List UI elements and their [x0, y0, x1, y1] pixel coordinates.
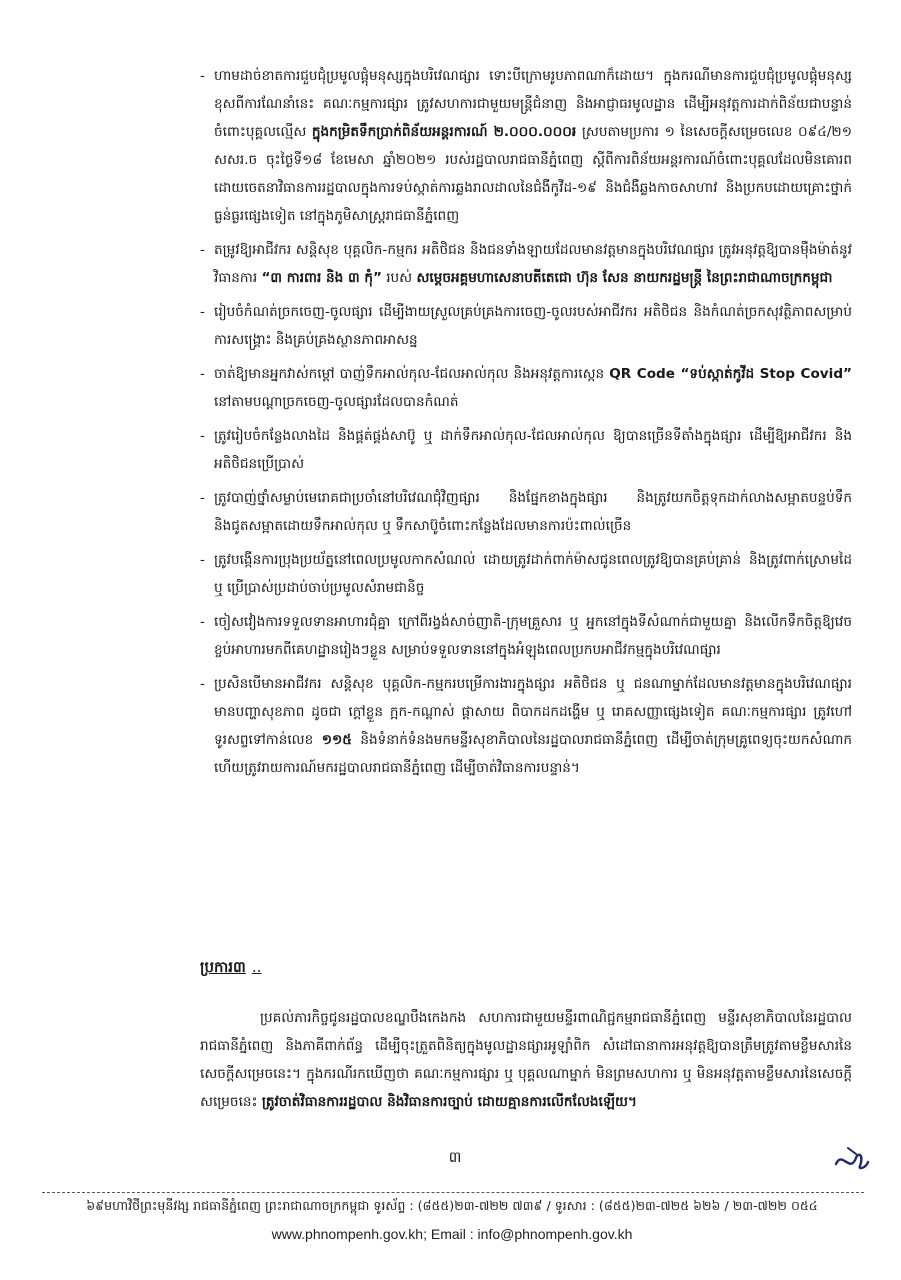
bullet-item — [200, 62, 852, 230]
emphasized-text: “៣ ការពារ និង ៣ កុំ” — [261, 270, 382, 286]
text-run: ប្រគល់ភារកិច្ចជូនរដ្ឋបាលខណ្ឌបឹងកេងកង សហការជាមួយមន្ទីរពាណិជ្ជកម្មរាជធានីភ្នំពេញ មន្ទីរសុខាភិបាលនៃរដ្ឋបាលរាជធានីភ្នំពេញ និងភាគីពាក់ព័ន្ធ ដើម្បីចុះត្រួតពិនិត្យក្នុងមូលដ្ឋានផ្សារអូឡាំពិក សំដៅធានាការអនុវត្តឱ្យបានត្រឹមត្រូវតាមខ្លឹមសារនៃសេចក្តីសម្រេចនេះ។ ក្នុងករណីរកឃើញថា គណៈកម្មការផ្សារ ឬ បុគ្គលណាម្នាក់ មិនព្រមសហការ ឬ មិនអនុវត្តតាមខ្លឹមសារនៃសេចក្តីសម្រេចនេះ — [200, 1009, 852, 1110]
emphasized-text: ត្រូវចាត់វិធានការរដ្ឋបាល និងវិធានការច្បាប់ ដោយគ្មានការលើកលែងឡើយ។ — [261, 1093, 637, 1110]
bullet-list — [200, 62, 852, 788]
bullet-item — [200, 608, 852, 664]
emphasized-text: ក្នុងកម្រិតទឹកប្រាក់ពិន័យអន្តរការណ៍ ២.០០០.០០០៛ — [311, 124, 577, 140]
handwritten-initial-icon — [830, 1140, 870, 1180]
text-run: ចៀសវៀងការទទួលទានអាហារជុំគ្នា ក្រៅពីរង្វង់សាច់ញាតិ-ក្រុមគ្រួសារ ឬ អ្នកនៅក្នុងទីសំណាក់ជាមួយគ្នា និងលើកទឹកចិត្តឱ្យវេចខ្ចប់អាហារមកពីគេហដ្ឋានរៀងៗខ្លួន សម្រាប់ទទួលទាននៅក្នុងអំឡុងពេលប្រកបអាជីវកម្មក្នុងបរិវេណផ្សារ — [214, 614, 852, 658]
text-run: រៀបចំកំណត់ច្រកចេញ-ចូលផ្សារ ដើម្បីងាយស្រួលគ្រប់គ្រងការចេញ-ចូលរបស់អាជីវករ អតិថិជន និងកំណត់ច្រកសុវត្ថិភាពសម្រាប់ការសង្គ្រោះ និងគ្រប់គ្រងស្ថានភាពអាសន្ន — [214, 304, 852, 348]
text-run: ចាត់ឱ្យមានអ្នកវាស់កម្តៅ បាញ់ទឹកអាល់កុល-ជែលអាល់កុល និងអនុវត្តការស្កេន — [214, 366, 610, 382]
article-title-dots: .. — [251, 958, 262, 976]
text-run: ហាមដាច់ខាតការជួបជុំប្រមូលផ្តុំមនុស្សក្នុងបរិវេណផ្សារ ទោះបីក្រោមរូបភាពណាក៏ដោយ។ ក្នុងករណីមានការជួបជុំប្រមូលផ្តុំមនុស្សខុសពីការណែនាំនេះ គណៈកម្មការផ្សារ ត្រូវសហការជាមួយមន្ត្រីជំនាញ និងអាជ្ញាធរមូលដ្ឋាន ដើម្បីអនុវត្តការដាក់ពិន័យជាបន្ទាន់ចំពោះបុគ្គលល្មើស — [214, 68, 852, 140]
footer-divider — [42, 1192, 864, 1193]
footer-address: ៦៩មហាវិថីព្រះមុនីវង្ស រាជធានីភ្នំពេញ ព្រះរាជាណាចក្រកម្ពុជា ទូរស័ព្ទ : (៨៥៥)២៣-៧២២ ៧៣៩ / ទូរសារ : (៨៥៥)២៣-៧២៥ ៦២៦ / ២៣-៧២២ ០៥៤ — [86, 1198, 818, 1213]
bullet-item — [200, 422, 852, 478]
bullet-item — [200, 298, 852, 354]
bullet-item — [200, 484, 852, 540]
footer-contact: www.phnompenh.gov.kh; Email : info@phnompenh.gov.kh — [271, 1226, 633, 1242]
bullet-item — [200, 670, 852, 782]
text-run: ត្រូវរៀបចំកន្លែងលាងដៃ និងផ្គត់ផ្គង់សាប៊ូ ឬ ដាក់ទឹកអាល់កុល-ជែលអាល់កុល ឱ្យបានច្រើនទីតាំងក្នុងផ្សារ ដើម្បីឱ្យអាជីវករ និងអតិថិជនប្រើប្រាស់ — [214, 428, 852, 472]
article-body — [200, 1004, 852, 1116]
text-run: នៅតាមបណ្តាច្រកចេញ-ចូលផ្សារដែលបានកំណត់ — [214, 394, 459, 410]
page-number: ៣ — [448, 1148, 462, 1166]
bullet-item — [200, 236, 852, 292]
text-run: ប្រសិនបើមានអាជីវករ សន្តិសុខ បុគ្គលិក-កម្មករបម្រើការងារក្នុងផ្សារ អតិថិជន ឬ ជនណាម្នាក់ដែលមានវត្តមានក្នុងបរិវេណផ្សារ មានបញ្ហាសុខភាព ដូចជា ក្តៅខ្លួន ក្អក-កណ្តាស់ ផ្តាសាយ ពិបាកដកដង្ហើម ឬ រោគសញ្ញាផ្សេងទៀត គណៈកម្មការផ្សារ ត្រូវហៅទូរសព្ទទៅកាន់លេខ — [214, 676, 852, 748]
text-run: របស់ — [381, 270, 417, 286]
article-heading — [200, 958, 261, 980]
text-run: ត្រូវបាញ់ថ្នាំសម្លាប់មេរោគជាប្រចាំនៅបរិវេណជុំវិញផ្សារ និងផ្នែកខាងក្នុងផ្សារ និងត្រូវយកចិត្តទុកដាក់លាងសម្អាតបន្ទប់ទឹក និងជូតសម្អាតដោយទឹកអាល់កុល ឬ ទឹកសាប៊ូចំពោះកន្លែងដែលមានការប៉ះពាល់ច្រើន — [214, 490, 852, 534]
article-title: ប្រការ៣ — [200, 958, 246, 976]
emphasized-text: QR Code “ទប់ស្កាត់កូវីដ Stop Covid” — [609, 366, 852, 382]
bullet-item — [200, 546, 852, 602]
emphasized-text: សម្តេចអគ្គមហាសេនាបតីតេជោ ហ៊ុន សែន នាយករដ្ឋមន្ត្រី នៃព្រះរាជាណាចក្រកម្ពុជា — [416, 270, 833, 286]
text-run: និងទំនាក់ទំនងមកមន្ទីរសុខាភិបាលនៃរដ្ឋបាលរាជធានីភ្នំពេញ ដើម្បីចាត់ក្រុមគ្រូពេទ្យចុះយកសំណាក ហើយត្រូវរាយការណ៍មករដ្ឋបាលរាជធានីភ្នំពេញ ដើម្បីចាត់វិធានការបន្ទាន់។ — [214, 732, 852, 776]
text-run: ត្រូវបង្កើនការប្រុងប្រយ័ត្ននៅពេលប្រមូលកាកសំណល់ ដោយត្រូវដាក់ពាក់ម៉ាសជូនពេលត្រូវឱ្យបានគ្រប់គ្រាន់ និងត្រូវពាក់ស្រោមដៃ ឬ ប្រើប្រាស់ប្រដាប់ចាប់ប្រមូលសំរាមជានិច្ច — [214, 552, 852, 596]
text-run: តម្រូវឱ្យអាជីវករ សន្តិសុខ បុគ្គលិក-កម្មករ អតិថិជន និងជនទាំងឡាយដែលមានវត្តមានក្នុងបរិវេណផ្សារ ត្រូវអនុវត្តឱ្យបានម៉ឺងម៉ាត់នូវវិធានការ — [214, 242, 852, 286]
bullet-item — [200, 360, 852, 416]
text-run: ស្របតាមប្រការ ១ នៃសេចក្តីសម្រេចលេខ ០៩៤/២១ សសរ.ច ចុះថ្ងៃទី១៨ ខែមេសា ឆ្នាំ២០២១ របស់រដ្ឋបាលរាជធានីភ្នំពេញ ស្តីពីការពិន័យអន្តរការណ៍ចំពោះបុគ្គលដែលមិនគោរពដោយចេតនាវិធានការរដ្ឋបាលក្នុងការទប់ស្កាត់ការឆ្លងរាលដាលនៃជំងឺកូវីដ-១៩ និងជំងឺឆ្លងកាចសាហាវ និងប្រកបដោយគ្រោះថ្នាក់ធ្ងន់ធ្ងរផ្សេងទៀត នៅក្នុងភូមិសាស្ត្ររាជធានីភ្នំពេញ — [214, 124, 852, 224]
emphasized-text: ១១៥ — [321, 732, 352, 748]
